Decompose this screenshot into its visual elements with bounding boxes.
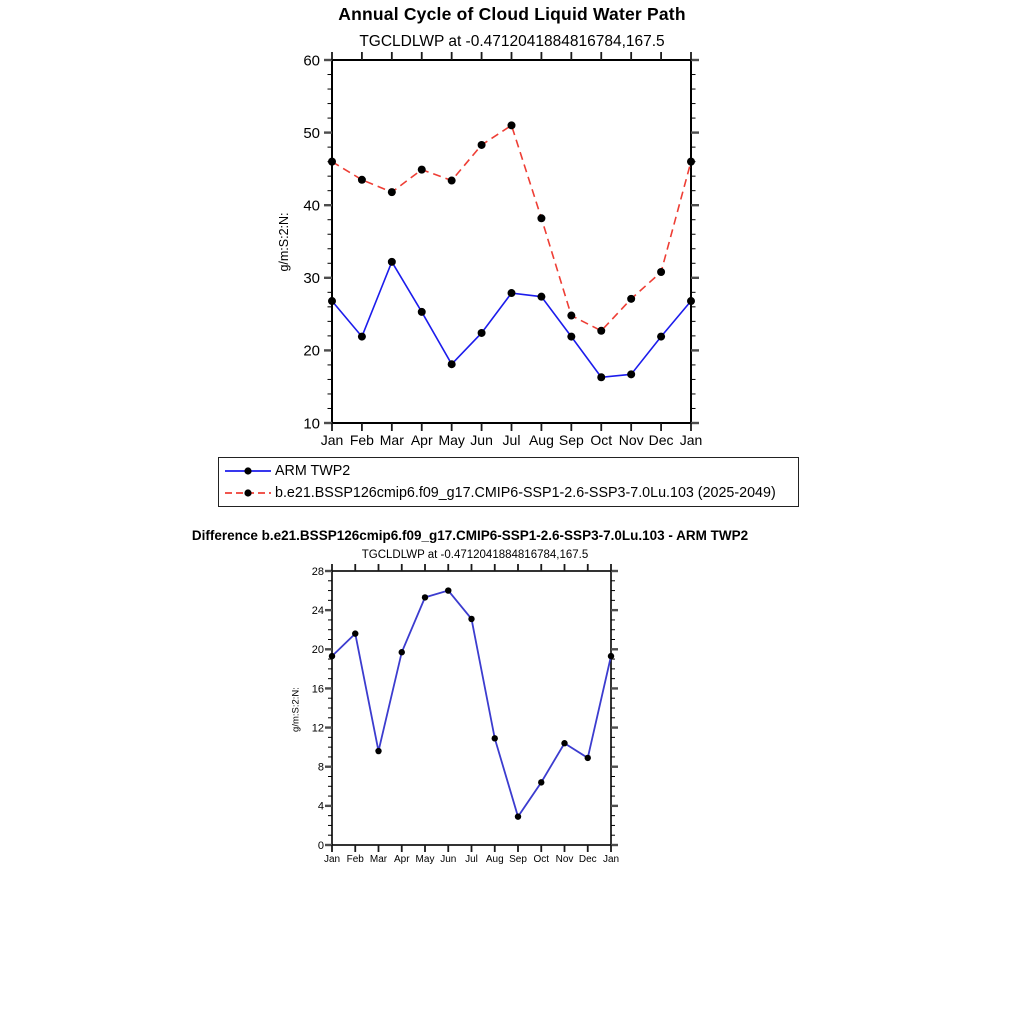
data-point-marker [585,755,591,761]
x-tick-label: Jan [320,432,344,448]
x-tick-label: Oct [590,432,613,448]
diff-chart-subtitle: TGCLDLWP at -0.4712041884816784,167.5 [361,549,589,561]
x-tick-label: Aug [528,432,554,448]
y-tick-label: 24 [311,604,324,617]
x-tick-label: Nov [618,432,644,448]
y-tick-label: 40 [303,197,320,215]
x-tick-label: Sep [558,432,584,448]
data-point-marker [468,616,474,622]
x-tick-label: Feb [349,432,374,448]
x-tick-label: Jun [470,432,493,448]
x-tick-label: Feb [346,854,364,865]
series-line-solid [332,591,611,817]
y-tick-label: 10 [303,415,320,433]
data-point-marker [608,653,614,659]
x-tick-label: May [438,432,465,448]
x-tick-label: Oct [533,854,550,865]
x-tick-label: Apr [393,854,410,865]
data-point-marker [422,594,428,600]
data-point-marker [515,813,521,819]
y-tick-label: 20 [303,342,320,360]
y-tick-label: 0 [317,839,324,852]
y-tick-label: 30 [303,270,320,288]
data-point-marker [329,653,335,659]
y-tick-label: 12 [311,722,324,735]
y-tick-label: 20 [311,644,324,657]
x-tick-label: Mar [379,432,404,448]
y-tick-label: 60 [303,52,320,70]
data-point-marker [561,740,567,746]
x-tick-label: Jul [465,854,478,865]
data-point-marker [352,630,358,636]
x-tick-label: Jan [602,854,620,865]
x-tick-label: Dec [648,432,674,448]
y-tick-label: 50 [303,124,320,142]
data-point-marker [538,779,544,785]
top-chart-subtitle: TGCLDLWP at -0.4712041884816784,167.5 [359,33,665,50]
x-tick-label: Apr [410,432,433,448]
data-point-marker [399,649,405,655]
axis-ticks [325,564,618,852]
diff-chart-y-axis-label: g/m:S:2:N: [290,687,302,732]
plot-frame [332,571,611,845]
top-chart-title: Annual Cycle of Cloud Liquid Water Path [338,4,686,24]
y-tick-label: 28 [311,565,324,578]
x-tick-label: Nov [555,854,574,865]
x-tick-label: Jan [323,854,341,865]
x-tick-label: Jun [440,854,457,865]
data-point-marker [375,748,381,754]
data-point-marker [492,735,498,741]
x-tick-label: Aug [485,854,504,865]
x-tick-label: Mar [369,854,388,865]
y-tick-label: 16 [311,683,324,696]
x-tick-label: Jan [679,432,703,448]
x-tick-label: Dec [578,854,597,865]
x-tick-label: Jul [502,432,521,448]
x-tick-label: Sep [509,854,527,865]
data-point-marker [445,587,451,593]
legend-label-arm-twp2: ARM TWP2 [275,463,351,479]
legend-label-model-run: b.e21.BSSP126cmip6.f09_g17.CMIP6-SSP1-2.6-SSP3-7.0Lu.103 (2025-2049) [275,485,776,501]
x-tick-label: May [415,854,435,865]
top-chart-y-axis-label: g/m:S:2:N: [277,212,291,272]
y-tick-label: 4 [317,800,324,813]
diff-chart-title: Difference b.e21.BSSP126cmip6.f09_g17.CMIP6-SSP1-2.6-SSP3-7.0Lu.103 - ARM TWP2 [191,528,749,543]
y-tick-label: 8 [317,761,324,774]
